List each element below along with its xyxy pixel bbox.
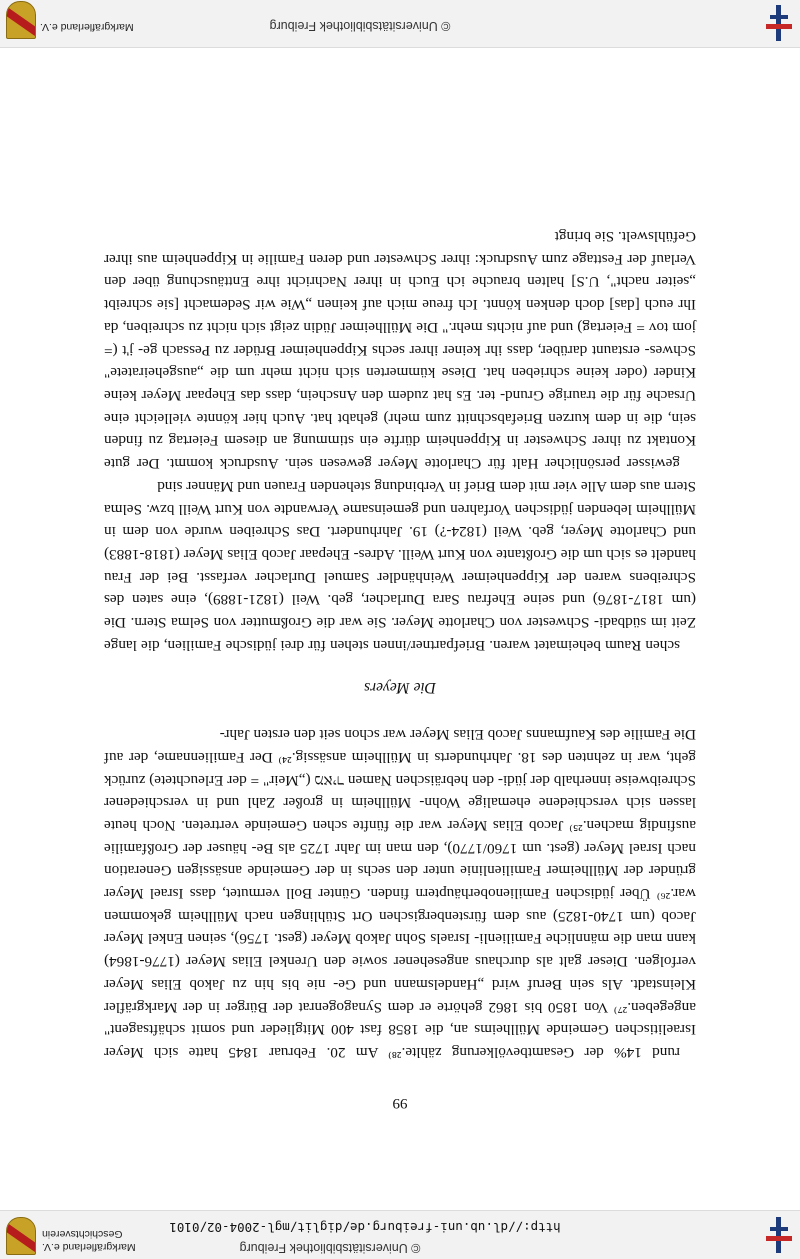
- association-name: [42, 1227, 200, 1253]
- association-crest-icon: [6, 1217, 36, 1255]
- body-paragraph-meyers: rund 14% der Gesamtbevölkerung zählte.²⁸⁾ Am 20. Februar 1845 hatte sich Meyer Israelitischen Gemeinde Müllheims an, die 1858 fast 400 Mitglieder und somit schäftsagent" angegeben.²⁷⁾ Von 1850 bis 1862 gehörte er dem Synagogenrat der Bürger in der Markgräfler Kleinstadt. Als sein Beruf wird „Handelsmann und Ge- nie bis hin zu Jakob Elias Meyer verfolgen. Dieser galt als durchaus angesehener sowie den Urenkel Elias Meyer (1776-1864) kann man die männliche Familienli- Israels Sohn Jakob Meyer (gest. 1756), seinen Enkel Meyer Jacob (um 1740-1825) aus dem fürstenbergischen Ort Stühlingen nach Müllheim gekommen war.²⁶⁾ Über jüdischen Familienoberhäuptern finden. Günter Boll vermutet, dass Israel Meyer gründer der Müllheimer Familienlinie unter den sechs in der Gemeinde ansässigen Generation nach Israel Meyer (gest. um 1760/1770), den man im Jahr 1725 als Be- häuser der Großfamilie ausfindig machen.²⁵⁾ Jacob Elias Meyer war die fünfte schen Gemeinde vertreten. Noch heute lassen sich verschiedene ehemalige Wohn- Müllheim in großer Zahl und in verschiedener Schreibweise innerhalb der jüdi- den hebräischen Namen מאיר („Meir" = der Erleuchtete) zurück geht, war in zehnten des 18. Jahrhunderts in Müllheim ansässig.²⁴⁾ Der Familienname, der auf Die Familie des Kaufmanns Jacob Elias Meyer war schon seit den ersten Jahr-: [104, 726, 696, 1061]
- viewer-footer: [0, 0, 800, 48]
- library-copyright-footer: © Universitätsbibliothek Freiburg: [269, 19, 451, 33]
- body-paragraph-feelings: gewisser persönlicher Halt für Charlotte Meyer gewesen sein. Ausdruck kommt. Der gute Kontakt zu ihrer Schwester in Kippenheim dürfte ein stimmung an diesem Feiertag zu finden sein, die in dem kurzen Briefabschnitt zum mehr) gehabt hat. Auch hier könnte vielleicht eine Ursache für die traurige Grund- ter. Es hat zudem den Anschein, dass das Ehepaar Meyer keine Kinder (oder keine schrieben hat. Diese kümmerten sich nicht mehr um die „ausgeheiratete" Schwes- erstaunt darüber, dass ihr keiner ihrer sechs Kippenheimer Brüder zu Pessach ge- j't (= jom tov = Feiertag) und auf nichts mehr." Die Müllheimer Jüdin zeigt sich nicht zu schreiben, da Ihr euch [das] doch denken könnt. Ich freue mich auf keinen „Wie wir Sedemacht [sie schreibt „seiter nacht", U.S] halten brauche ich Euch in ihrer Nachricht ihre Enttäuschung über den Verlauf der Festtage zum Ausdruck: ihrer Schwester und deren Familie in Kippenheim aus ihrer Gefühlswelt. Sie bringt: [104, 228, 696, 473]
- page-body: [104, 224, 696, 1063]
- association-line-1: Markgräflerland e.V.: [42, 1241, 136, 1253]
- association-crest-icon-footer: [6, 1, 36, 39]
- university-library-logo: [766, 1217, 792, 1253]
- section-heading: Die Meyers: [364, 679, 436, 697]
- library-copyright: © Universitätsbibliothek Freiburg: [239, 1241, 421, 1255]
- body-paragraph-correspondents: schen Raum beheimatet waren. Briefpartner/innen stehen für drei jüdische Familien, die lange Zeit im südbadi- Schwester von Charlotte Meyer. Sie war die Großmutter von Selma Stern. Die (um 1817-1876) und seine Ehefrau Sara Durlacher, geb. Weil (1821-1889), eine saten des Schreibens waren der Kippenheimer Weinhändler Samuel Durlacher verfasst. Bei der Frau handelt es sich um die Großtante von Kurt Weill. Adres- Ehepaar Jacob Elias Meyer (1818-1883) und Charlotte Meyer, geb. Weil (1824-?) 19. Jahrhundert. Das Schreiben wurde von dem in Müllheim lebenden jüdischen Vorfahren und gemeinsame Verwandte von Kurt Weill bzw. Selma Stern aus dem Alle vier mit dem Brief in Verbindung stehenden Frauen und Männer sind: [104, 477, 696, 654]
- association-name-footer: Markgräflerland e.V.: [40, 21, 134, 33]
- page-number: 99: [392, 1095, 408, 1111]
- university-library-logo-footer: [766, 5, 792, 41]
- association-line-2: Geschichtsverein: [42, 1228, 123, 1240]
- viewer-header: [0, 1210, 800, 1259]
- document-url[interactable]: http://dl.ub.uni-freiburg.de/diglit/mgl-2004-02/0101: [169, 1220, 561, 1235]
